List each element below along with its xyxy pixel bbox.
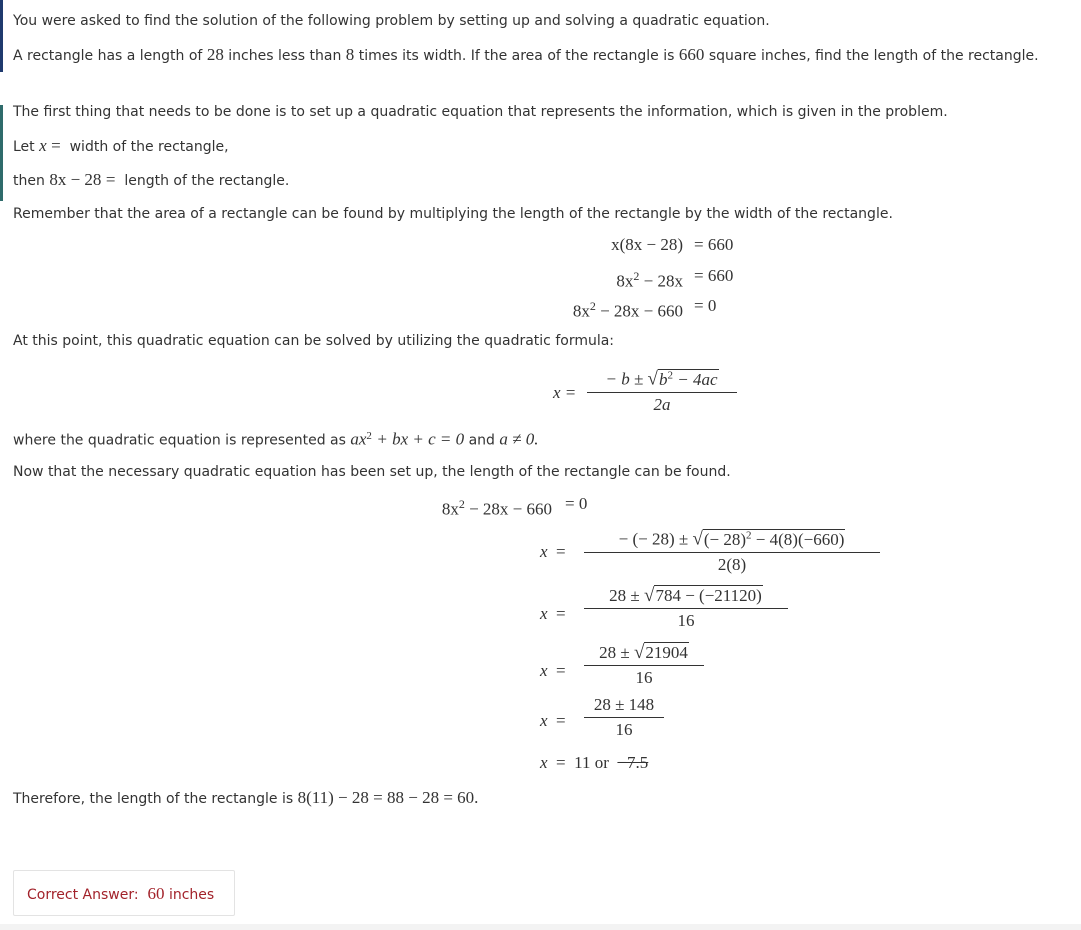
step-3-x: x = <box>540 661 566 680</box>
step-1-fraction: $\frac{- (- 28) \pm √(- 28)^2 - 4(8)(-660)}{2(8)}$ <box>584 524 880 576</box>
correct-answer-unit: inches <box>168 887 215 903</box>
accent-bar-top <box>0 0 3 72</box>
problem-statement: A rectangle has a length of 28 inches less than 8 times its width. If the area of the rectangle is 660 square inches, find the length of the rectangle. <box>13 45 1039 64</box>
step-1-x: x = <box>540 542 566 561</box>
step-5: x = 11 or −7.5 <box>540 753 649 772</box>
let-line: Let x = width of the rectangle, <box>13 136 229 155</box>
therefore-line: Therefore, the length of the rectangle is 8(11) − 28 = 88 − 28 = 60. <box>13 788 479 807</box>
accent-bar-bottom <box>0 105 3 201</box>
area-note: Remember that the area of a rectangle can be found by multiplying the length of the rectangle by the width of the rectangle. <box>13 206 893 222</box>
footer-strip <box>0 924 1081 930</box>
quadratic-formula-x: x = <box>553 383 577 402</box>
quadratic-formula: $\frac{- b \pm √b^2 - 4ac}{2a}$ <box>587 364 737 416</box>
correct-answer-label: Correct Answer: <box>27 887 139 903</box>
now-text: Now that the necessary quadratic equation has been set up, the length of the rectangle can be found. <box>13 464 731 480</box>
formula-intro: At this point, this quadratic equation can be solved by utilizing the quadratic formula: <box>13 333 615 349</box>
correct-answer-box <box>13 870 235 916</box>
step-2-x: x = <box>540 604 566 623</box>
problem-intro: You were asked to find the solution of the following problem by setting up and solving a quadratic equation. <box>13 13 770 29</box>
setup-text: The first thing that needs to be done is to set up a quadratic equation that represents the information, which is given in the problem. <box>13 104 948 120</box>
then-line: then 8x − 28 = length of the rectangle. <box>13 170 290 189</box>
step-4-x: x = <box>540 711 566 730</box>
correct-answer-value: 60 <box>147 884 165 903</box>
where-line: where the quadratic equation is represented as $ax^2$ + bx + c = 0 and a ≠ 0. <box>13 429 539 449</box>
step-3-fraction: $\frac{28 \pm √21904}{16}$ <box>584 642 704 689</box>
step-4-fraction: $\frac{28 \pm 148}{16}$ <box>584 694 664 741</box>
step-2-fraction: $\frac{28 \pm √784 - (-21120)}{16}$ <box>584 585 788 632</box>
rejected-root: −7.5 <box>617 753 649 772</box>
